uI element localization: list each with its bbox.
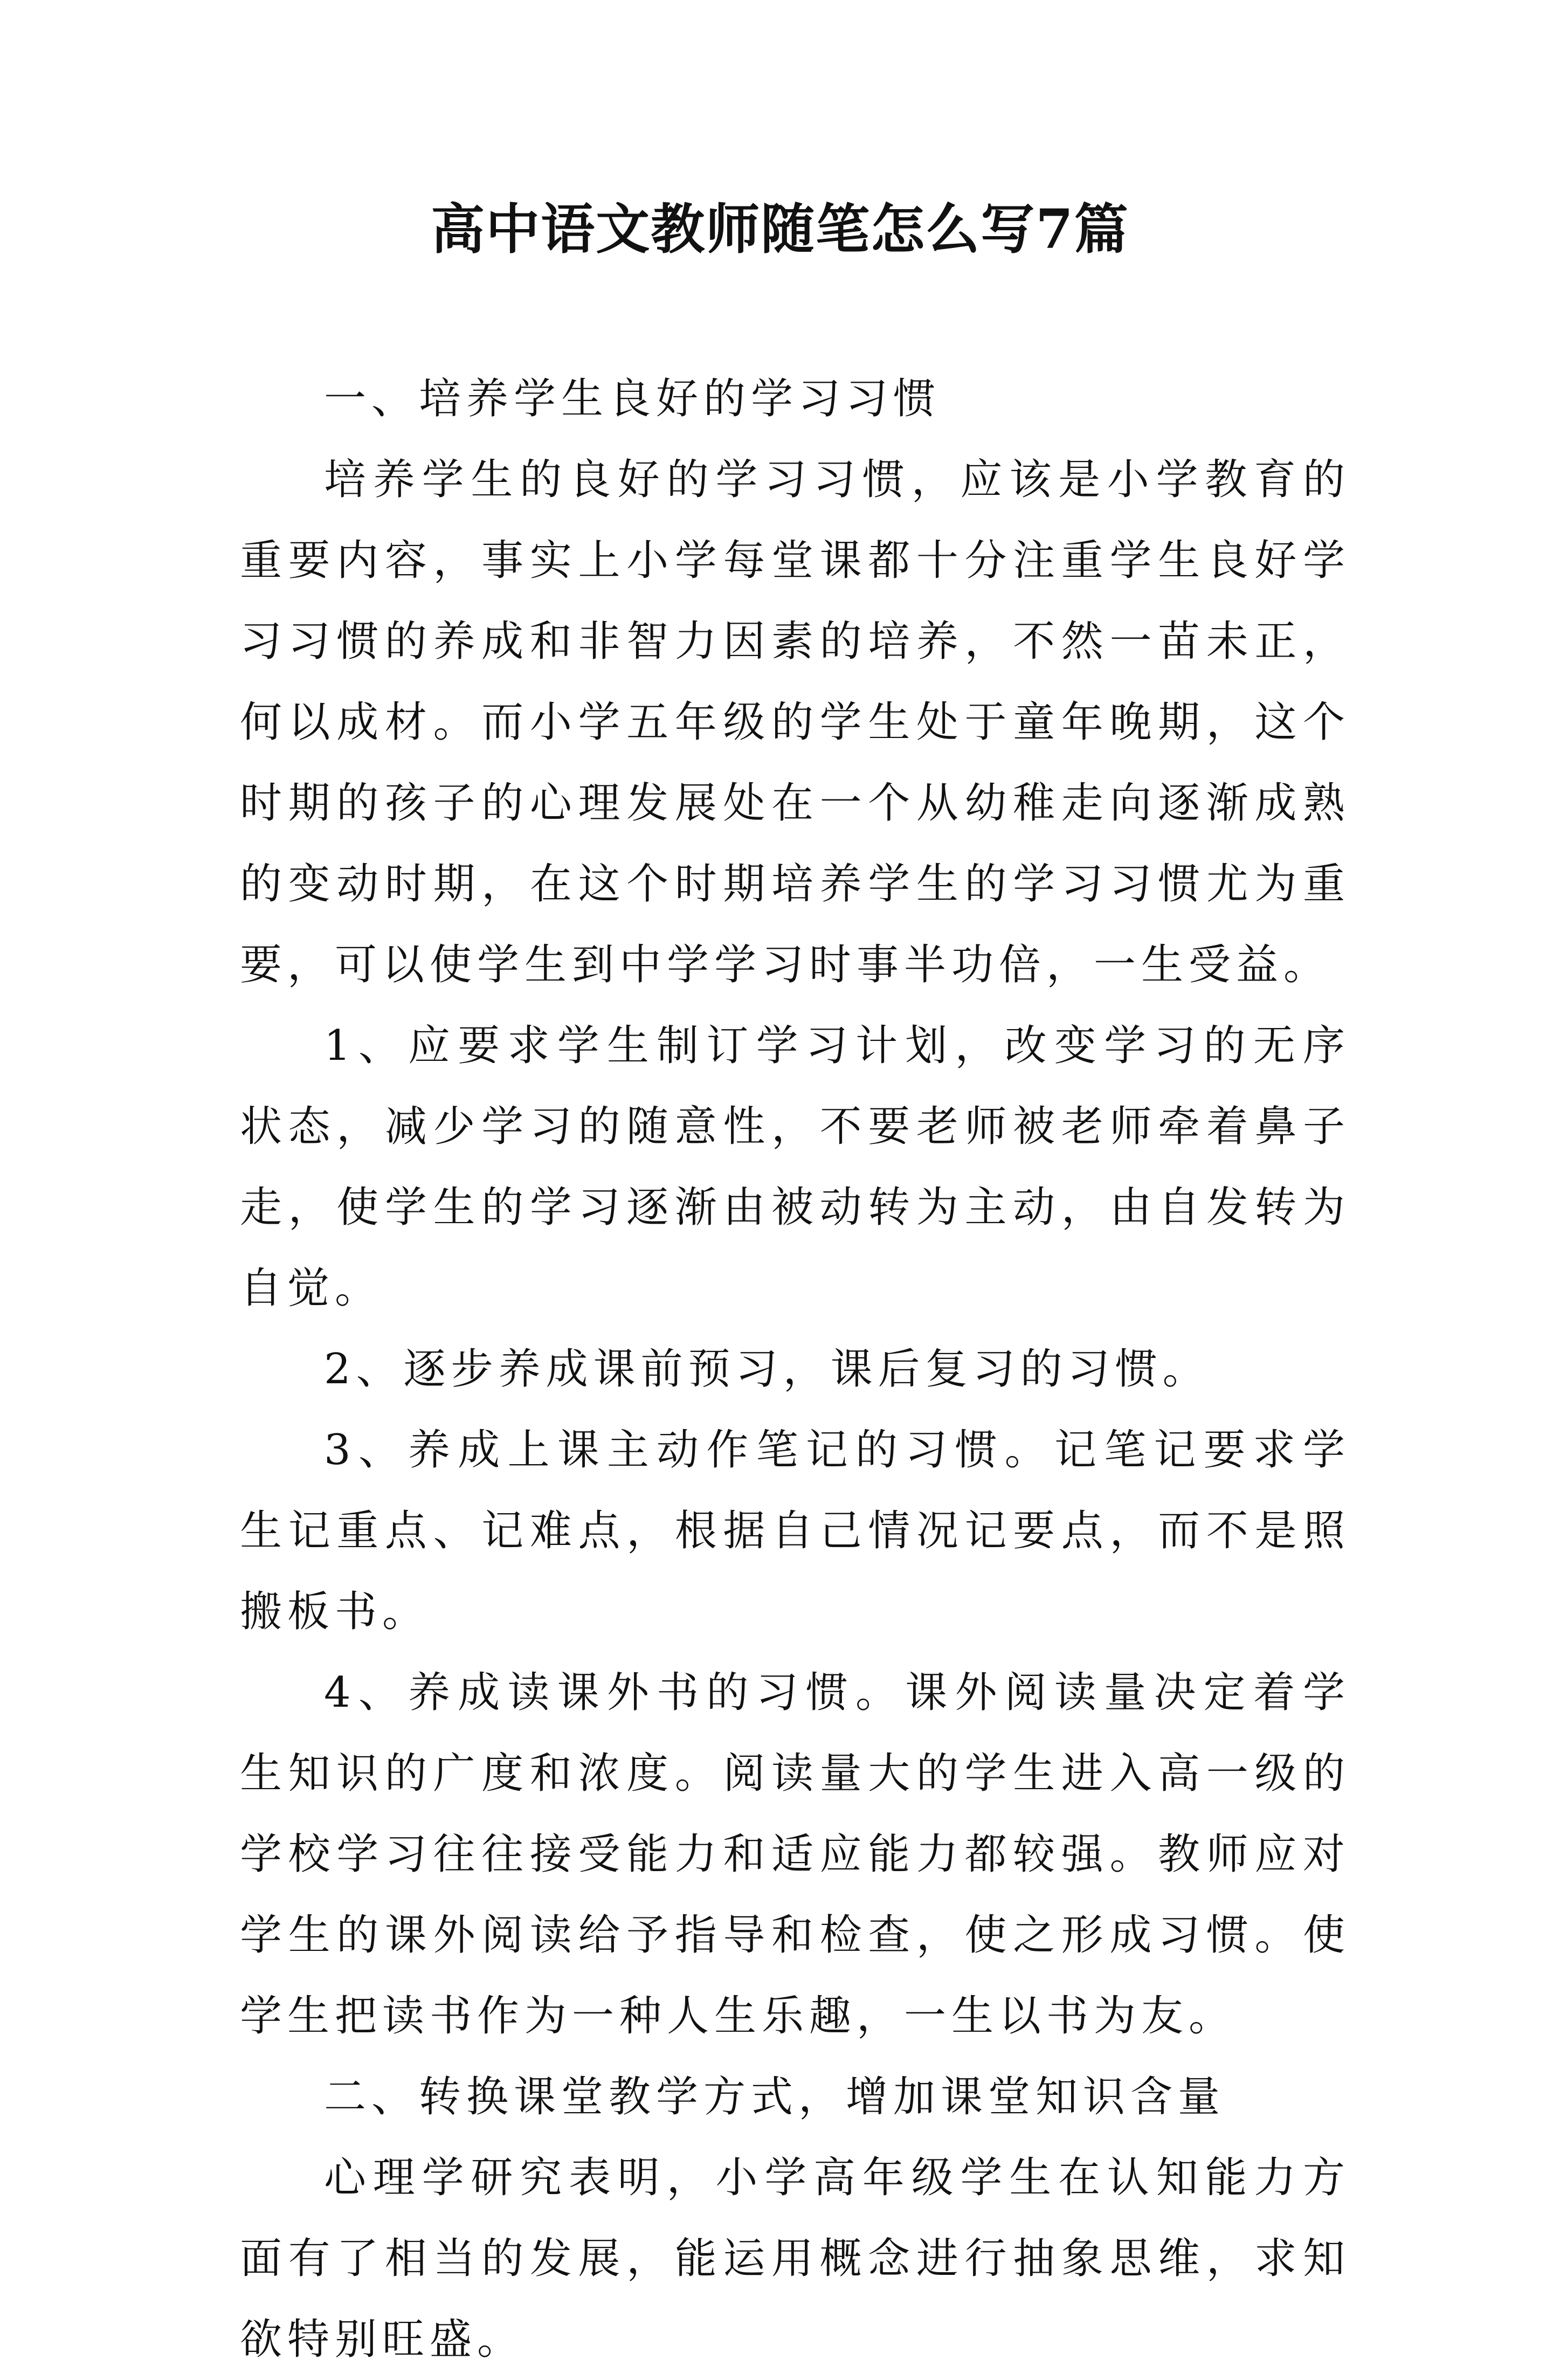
paragraph-item-1: 1、应要求学生制订学习计划，改变学习的无序状态，减少学习的随意性，不要老师被老师牵着鼻子走，使学生的学习逐渐由被动转为主动，由自发转为自觉。 bbox=[240, 1022, 1350, 1313]
document-title: 高中语文教师随笔怎么写7篇 bbox=[431, 197, 1129, 261]
paragraph-item-2: 2、逐步养成课前预习，课后复习的习惯。 bbox=[324, 1345, 1210, 1393]
paragraph-item-4: 4、养成读课外书的习惯。课外阅读量决定着学生知识的广度和浓度。阅读量大的学生进入高一级的学校学习往往接受能力和适应能力都较强。教师应对学生的课外阅读给予指导和检查，使之形成习惯。使学生把读书作为一种人生乐趣，一生以书为友。 bbox=[240, 1668, 1350, 2040]
document-body bbox=[240, 358, 1350, 2380]
paragraph-section-2: 心理学研究表明，小学高年级学生在认知能力方面有了相当的发展，能运用概念进行抽象思维，求知欲特别旺盛。 bbox=[240, 2154, 1350, 2364]
heading-section-1: 一、培养学生良好的学习习惯 bbox=[324, 375, 941, 423]
heading-section-2: 二、转换课堂教学方式，增加课堂知识含量 bbox=[324, 2073, 1226, 2121]
paragraph-item-3: 3、养成上课主动作笔记的习惯。记笔记要求学生记重点、记难点，根据自己情况记要点，而不是照搬板书。 bbox=[240, 1426, 1350, 1636]
paragraph-intro: 培养学生的良好的学习习惯，应该是小学教育的重要内容，事实上小学每堂课都十分注重学生良好学习习惯的养成和非智力因素的培养，不然一苗未正，何以成材。而小学五年级的学生处于童年晚期，这个时期的孩子的心理发展处在一个从幼稚走向逐渐成熟的变动时期，在这个时期培养学生的学习习惯尤为重要，可以使学生到中学学习时事半功倍，一生受益。 bbox=[240, 456, 1350, 989]
